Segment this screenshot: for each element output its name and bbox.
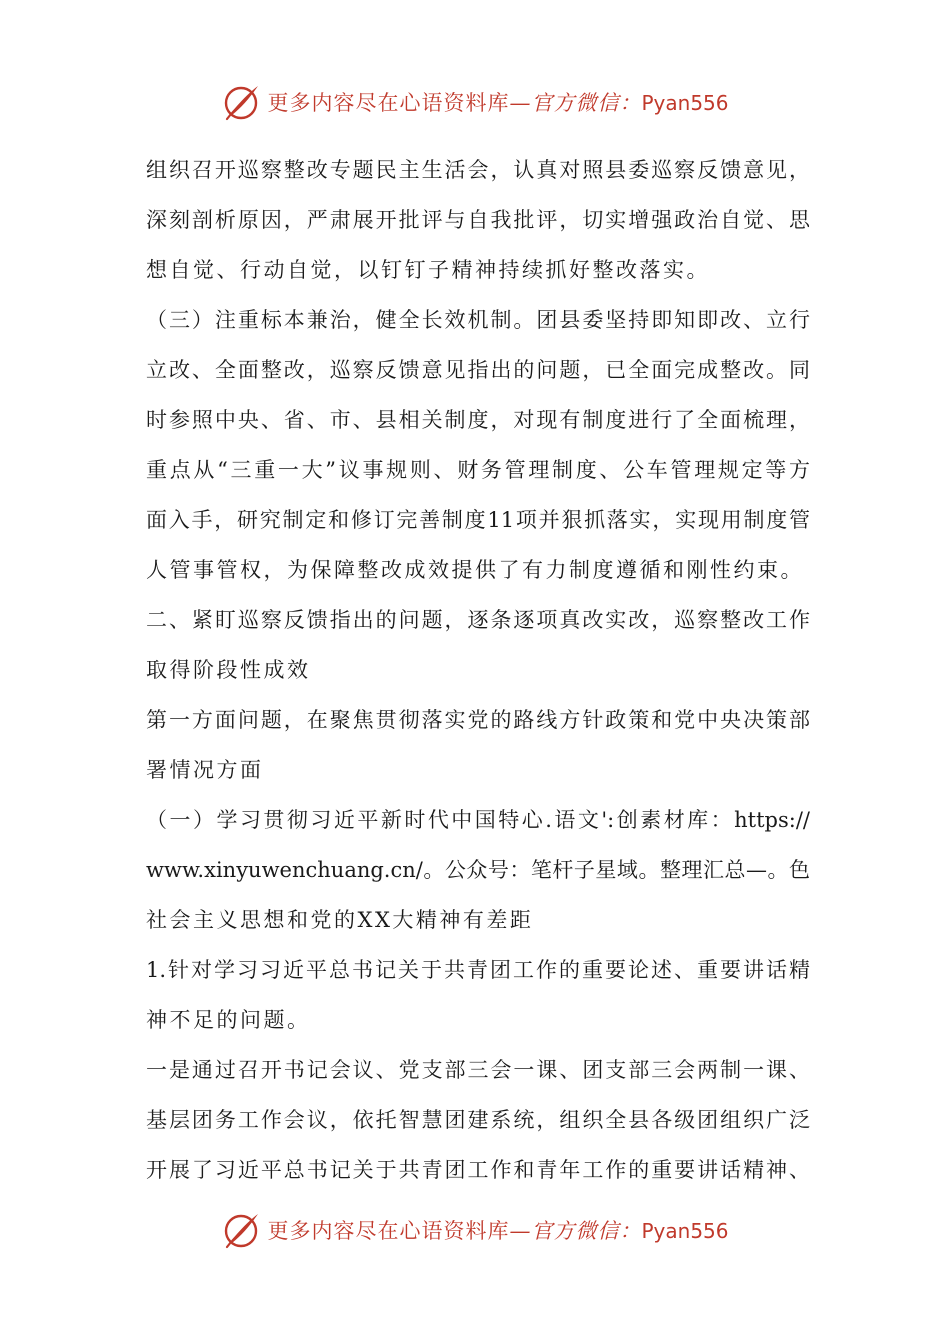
text-line: 组织召开巡察整改专题民主生活会，认真对照县委巡察反馈意见， [146, 158, 810, 182]
section-heading-line: 取得阶段性成效 [146, 658, 311, 682]
text-line: 人管事管权，为保障整改成效提供了有力制度遵循和刚性约束。 [146, 558, 804, 582]
text-line: （一）学习贯彻习近平新时代中国特心.语文':创素材库：https:// [146, 808, 810, 832]
text-line: 重点从“三重一大”议事规则、财务管理制度、公车管理规定等方 [146, 458, 810, 482]
quill-logo-icon [221, 82, 261, 122]
text-line: 深刻剖析原因，严肃展开批评与自我批评，切实增强政治自觉、思 [146, 208, 810, 232]
section-heading-line: 二、紧盯巡察反馈指出的问题，逐条逐项真改实改，巡察整改工作 [146, 608, 810, 632]
text-line: 立改、全面整改，巡察反馈意见指出的问题，已全面完成整改。同 [146, 358, 810, 382]
text-line: www.xinyuwenchuang.cn/。公众号：笔杆子星域。整理汇总—。色 [146, 858, 810, 882]
text-line: 第一方面问题，在聚焦贯彻落实党的路线方针政策和党中央决策部 [146, 708, 810, 732]
text-line: 署情况方面 [146, 758, 264, 782]
text-line: 社会主义思想和党的XX大精神有差距 [146, 908, 534, 932]
text-line: 想自觉、行动自觉，以钉钉子精神持续抓好整改落实。 [146, 258, 710, 282]
text-line: 基层团务工作会议，依托智慧团建系统，组织全县各级团组织广泛 [146, 1108, 810, 1132]
header-banner-text: 更多内容尽在心语资料库—官方微信：Pyan556 [267, 91, 729, 115]
text-line: 1.针对学习习近平总书记关于共青团工作的重要论述、重要讲话精 [146, 958, 810, 982]
text-line: 面入手，研究制定和修订完善制度11项并狠抓落实，实现用制度管 [146, 508, 810, 532]
document-body [146, 145, 810, 1195]
text-line: 时参照中央、省、市、县相关制度，对现有制度进行了全面梳理， [146, 408, 810, 432]
footer-banner-text: 更多内容尽在心语资料库—官方微信：Pyan556 [267, 1219, 729, 1243]
text-line: 开展了习近平总书记关于共青团工作和青年工作的重要讲话精神、 [146, 1158, 810, 1182]
text-line: 神不足的问题。 [146, 1008, 311, 1032]
text-line: 一是通过召开书记会议、党支部三会一课、团支部三会两制一课、 [146, 1058, 810, 1082]
footer-banner [0, 1208, 950, 1252]
header-banner [0, 80, 950, 124]
text-line: （三）注重标本兼治，健全长效机制。团县委坚持即知即改、立行 [146, 308, 810, 332]
quill-logo-icon [221, 1210, 261, 1250]
